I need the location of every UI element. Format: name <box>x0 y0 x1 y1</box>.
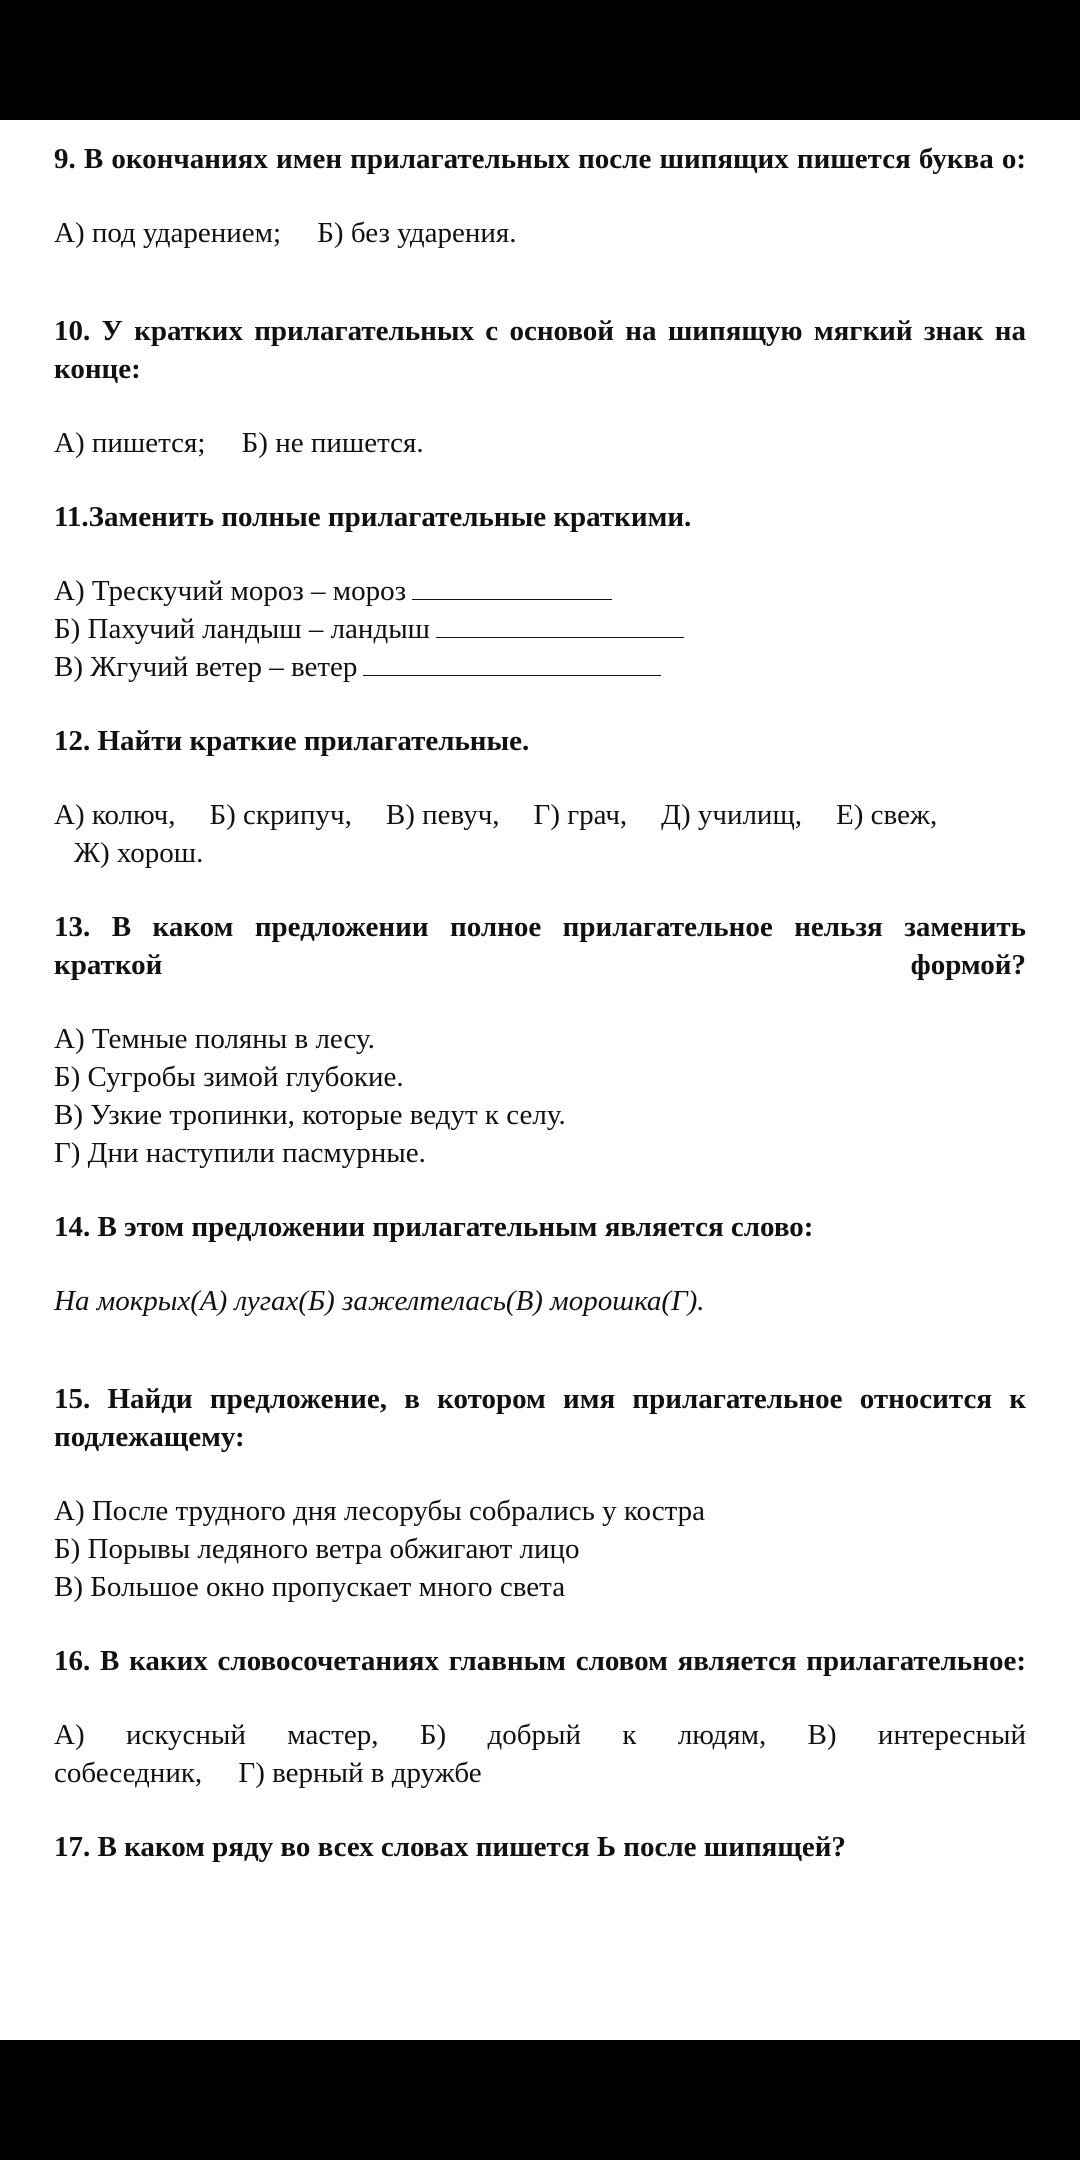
question-13-option-c: В) Узкие тропинки, которые ведут к селу. <box>54 1099 566 1131</box>
question-11-title: 11.Заменить полные прилагательные краткими. <box>54 501 692 533</box>
option-b: Б) скрипуч, <box>209 799 352 831</box>
option-d: Д) училищ, <box>661 799 803 831</box>
document-content <box>54 140 1026 1866</box>
question-10-options: А) пишется; Б) не пишется. <box>54 427 424 459</box>
question-9-title: 9. В окончаниях имен прилагательных после шипящих пишется буква о: <box>54 143 1026 175</box>
option-g: Г) грач, <box>533 799 628 831</box>
question-13-option-b: Б) Сугробы зимой глубокие. <box>54 1061 404 1093</box>
question-12-last-option: Ж) хорош. <box>74 837 204 869</box>
question-11-option-b: Б) Пахучий ландыш – ландыш <box>54 610 1026 648</box>
question-14-title: 14. В этом предложении прилагательным является слово: <box>54 1211 814 1243</box>
question-11-option-c: В) Жгучий ветер – ветер <box>54 648 1026 686</box>
question-16-options-line-2: собеседник, Г) верный в дружбе <box>54 1757 482 1789</box>
question-9-options: А) под ударением; Б) без ударения. <box>54 217 517 249</box>
question-15-option-b: Б) Порывы ледяного ветра обжигают лицо <box>54 1533 580 1565</box>
question-10-title: 10. У кратких прилагательных с основой на шипящую мягкий знак на конце: <box>54 315 1026 385</box>
question-14-sentence: На мокрых(А) лугах(Б) зажелтелась(В) морошка(Г). <box>54 1285 705 1317</box>
question-13-title: 13. В каком предложении полное прилагательное нельзя заменить краткой формой? <box>54 911 1026 981</box>
question-17-title: 17. В каком ряду во всех словах пишется Ь после шипящей? <box>54 1831 846 1863</box>
answer-blank <box>412 573 612 600</box>
document-page <box>0 120 1080 2040</box>
question-16-options-line-1: А) искусный мастер, Б) добрый к людям, В) интересный <box>54 1719 1026 1751</box>
option-a: А) колюч, <box>54 799 176 831</box>
question-15-option-c: В) Большое окно пропускает много света <box>54 1571 566 1603</box>
question-12-title: 12. Найти краткие прилагательные. <box>54 725 530 757</box>
question-15-option-a: А) После трудного дня лесорубы собрались у костра <box>54 1495 705 1527</box>
question-13-option-d: Г) Дни наступили пасмурные. <box>54 1137 426 1169</box>
question-12-options <box>54 796 1026 834</box>
question-13-option-a: А) Темные поляны в лесу. <box>54 1023 375 1055</box>
answer-blank <box>436 611 684 638</box>
question-15-title: 15. Найди предложение, в котором имя прилагательное относится к подлежащему: <box>54 1383 1026 1453</box>
question-11-option-a: А) Трескучий мороз – мороз <box>54 572 1026 610</box>
option-v: В) певуч, <box>385 799 500 831</box>
answer-blank <box>363 649 661 676</box>
option-e: Е) свеж, <box>836 799 938 831</box>
question-16-title: 16. В каких словосочетаниях главным словом является прилагательное: <box>54 1645 1026 1677</box>
